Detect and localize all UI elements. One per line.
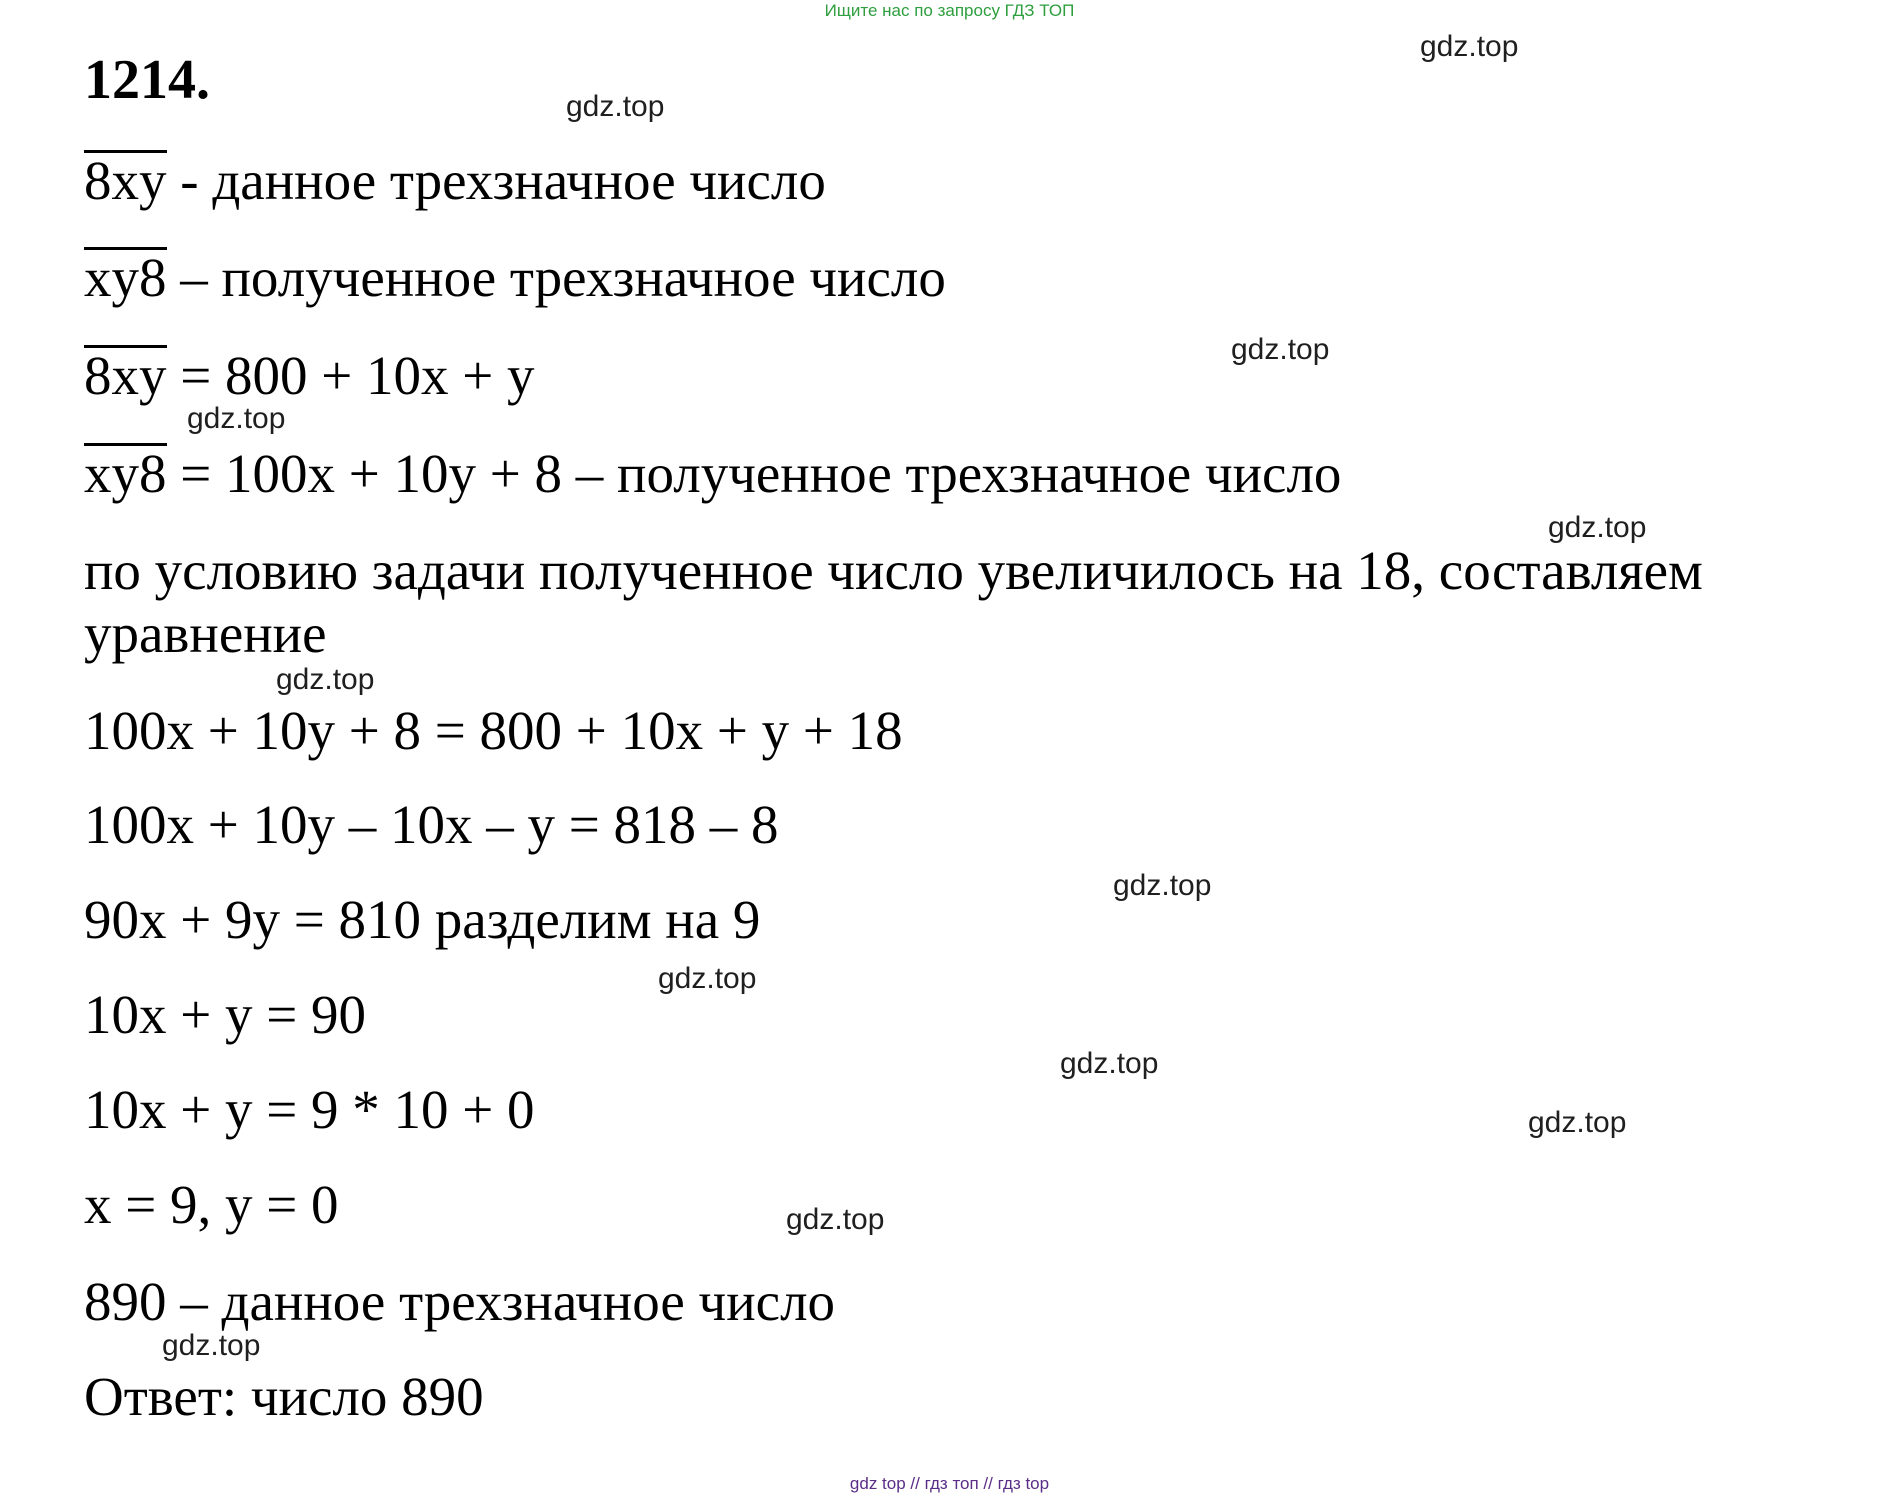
watermark: gdz.top bbox=[566, 90, 665, 123]
footer-text: gdz top // гдз топ // гдз top bbox=[849, 1474, 1050, 1493]
line-text: = 100x + 10y + 8 – полученное трехзначное число bbox=[166, 443, 1342, 504]
watermark: gdz.top bbox=[187, 402, 286, 435]
line-text: = 800 + 10x + y bbox=[166, 345, 535, 406]
watermark: gdz.top bbox=[1060, 1047, 1159, 1080]
watermark: gdz.top bbox=[162, 1329, 261, 1362]
equation-line: 90x + 9y = 810 разделим на 9 bbox=[84, 889, 761, 950]
watermark: gdz.top bbox=[1528, 1106, 1627, 1139]
solution-line-expansion-given bbox=[84, 345, 535, 407]
watermark: gdz.top bbox=[786, 1203, 885, 1236]
solution-line-obtained bbox=[84, 247, 946, 309]
watermark: gdz.top bbox=[276, 663, 375, 696]
solution-line-equation-word: уравнение bbox=[84, 603, 327, 664]
problem-number: 1214. bbox=[84, 49, 210, 111]
solution-line-given bbox=[84, 150, 826, 212]
answer-line: Ответ: число 890 bbox=[84, 1366, 484, 1427]
watermark: gdz.top bbox=[1113, 869, 1212, 902]
overline-number: 8xy bbox=[84, 345, 167, 406]
solution-line-condition: по условию задачи полученное число увеличилось на 18, составляем bbox=[84, 540, 1703, 601]
equation-line: x = 9, y = 0 bbox=[84, 1174, 339, 1235]
equation-line: 10x + y = 90 bbox=[84, 984, 367, 1045]
line-text: – полученное трехзначное число bbox=[166, 247, 946, 308]
watermark: gdz.top bbox=[1231, 333, 1330, 366]
overline-number: xy8 bbox=[84, 443, 167, 504]
search-banner: Ищите нас по запросу ГДЗ ТОП bbox=[824, 1, 1075, 20]
solution-line-result: 890 – данное трехзначное число bbox=[84, 1271, 836, 1332]
watermark: gdz.top bbox=[1548, 511, 1647, 544]
equation-line: 100x + 10y – 10x – y = 818 – 8 bbox=[84, 794, 779, 855]
line-text: - данное трехзначное число bbox=[166, 150, 826, 211]
solution-line-expansion-obtained bbox=[84, 443, 1341, 505]
equation-line: 10x + y = 9 * 10 + 0 bbox=[84, 1079, 535, 1140]
overline-number: xy8 bbox=[84, 247, 167, 308]
watermark: gdz.top bbox=[658, 962, 757, 995]
equation-line: 100x + 10y + 8 = 800 + 10x + y + 18 bbox=[84, 700, 903, 761]
watermark: gdz.top bbox=[1420, 30, 1519, 63]
overline-number: 8xy bbox=[84, 150, 167, 211]
